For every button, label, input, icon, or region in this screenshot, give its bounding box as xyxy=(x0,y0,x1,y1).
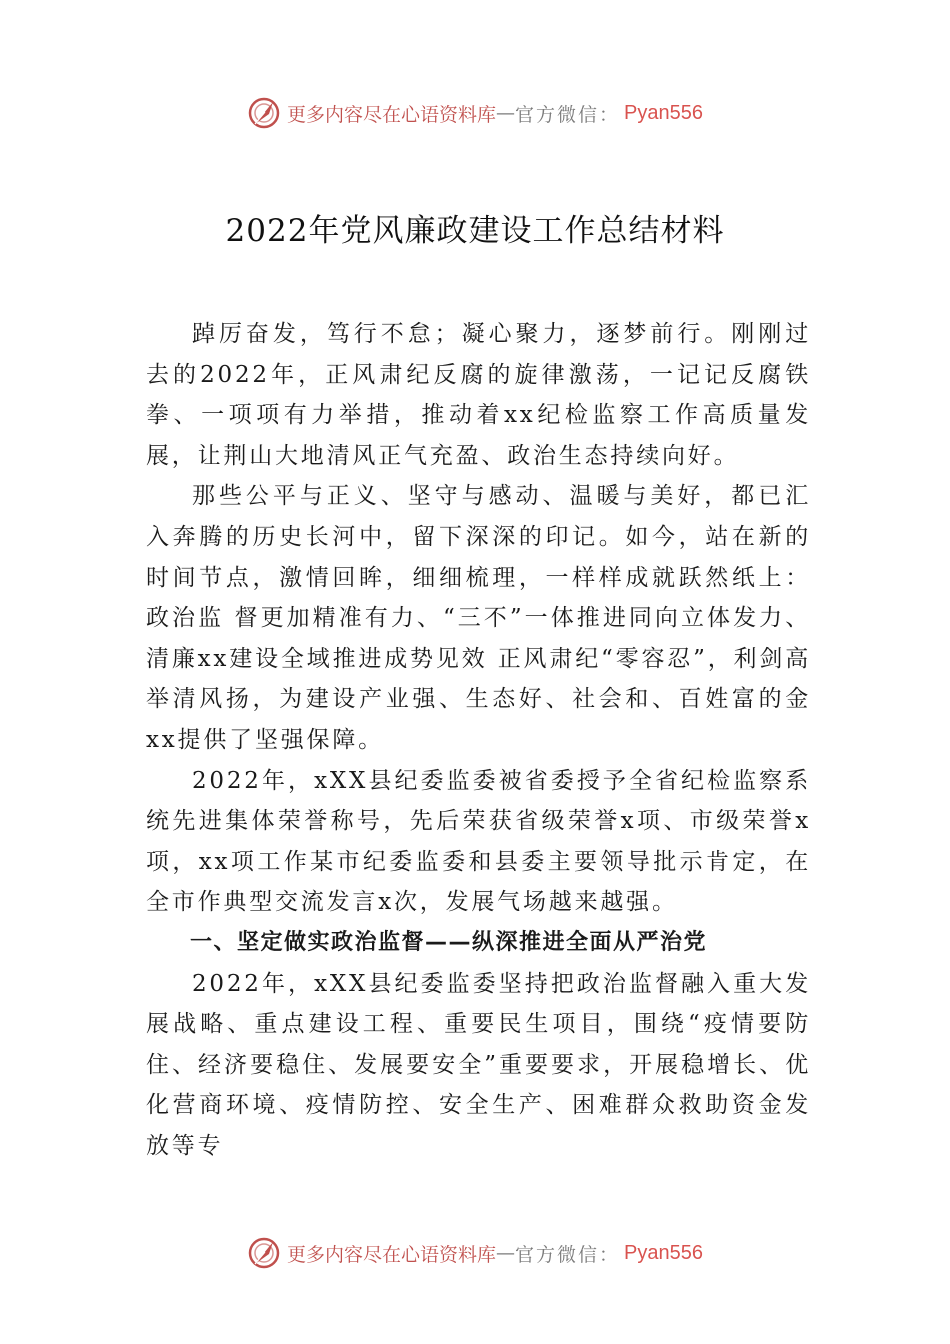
section-heading-1: 一、坚定做实政治监督——纵深推进全面从严治党 xyxy=(190,929,708,955)
banner-wechat-id: Pyan556 xyxy=(624,1241,703,1264)
paragraph-1: 踔厉奋发，笃行不怠；凝心聚力，逐梦前行。刚刚过去的2022年，正风肃纪反腐的旋律激荡，一记记反腐铁拳、一项项有力举措，推动着xx纪检监察工作高质量发展，让荆山大地清风正气充盈、政治生态持续向好。 xyxy=(146,321,811,469)
document-body xyxy=(146,314,811,1166)
quill-pen-logo-icon xyxy=(247,1236,281,1270)
banner-brand-text: 更多内容尽在心语资料库 xyxy=(287,103,497,126)
paragraph-4: 2022年，xXX县纪委监委坚持把政治监督融入重大发展战略、重点建设工程、重要民生项目，围绕“疫情要防住、经济要稳住、发展要安全”重要要求，开展稳增长、优化营商环境、疫情防控、安全生产、困难群众救助资金发放等专 xyxy=(146,970,811,1159)
paragraph-2: 那些公平与正义、坚守与感动、温暖与美好，都已汇入奔腾的历史长河中，留下深深的印记。如今，站在新的时间节点，激情回眸，细细梳理，一样样成就跃然纸上：政治监 督更加精准有力、“三不”一体推进同向立体发力、清廉xx建设全域推进成势见效 正风肃纪“零容忍”，利剑高举清风扬，为建设产业强、生态好、社会和、百姓富的金xx提供了坚强保障。 xyxy=(146,483,811,753)
banner-separator: — xyxy=(496,102,516,124)
banner-separator: — xyxy=(496,1242,516,1264)
banner-wechat-label: 官方微信： xyxy=(515,1243,621,1266)
paragraph-3: 2022年，xXX县纪委监委被省委授予全省纪检监察系统先进集体荣誉称号，先后荣获省级荣誉x项、市级荣誉x项，xx项工作某市纪委监委和县委主要领导批示肯定，在全市作典型交流发言x次，发展气场越来越强。 xyxy=(146,767,811,916)
document-title: 2022年党风廉政建设工作总结材料 xyxy=(225,213,725,249)
banner-brand-text: 更多内容尽在心语资料库 xyxy=(287,1243,497,1266)
footer-banner xyxy=(0,1233,950,1273)
quill-pen-logo-icon xyxy=(247,96,281,130)
banner-wechat-label: 官方微信： xyxy=(515,103,621,126)
header-banner xyxy=(0,93,950,133)
banner-wechat-id: Pyan556 xyxy=(624,101,703,124)
